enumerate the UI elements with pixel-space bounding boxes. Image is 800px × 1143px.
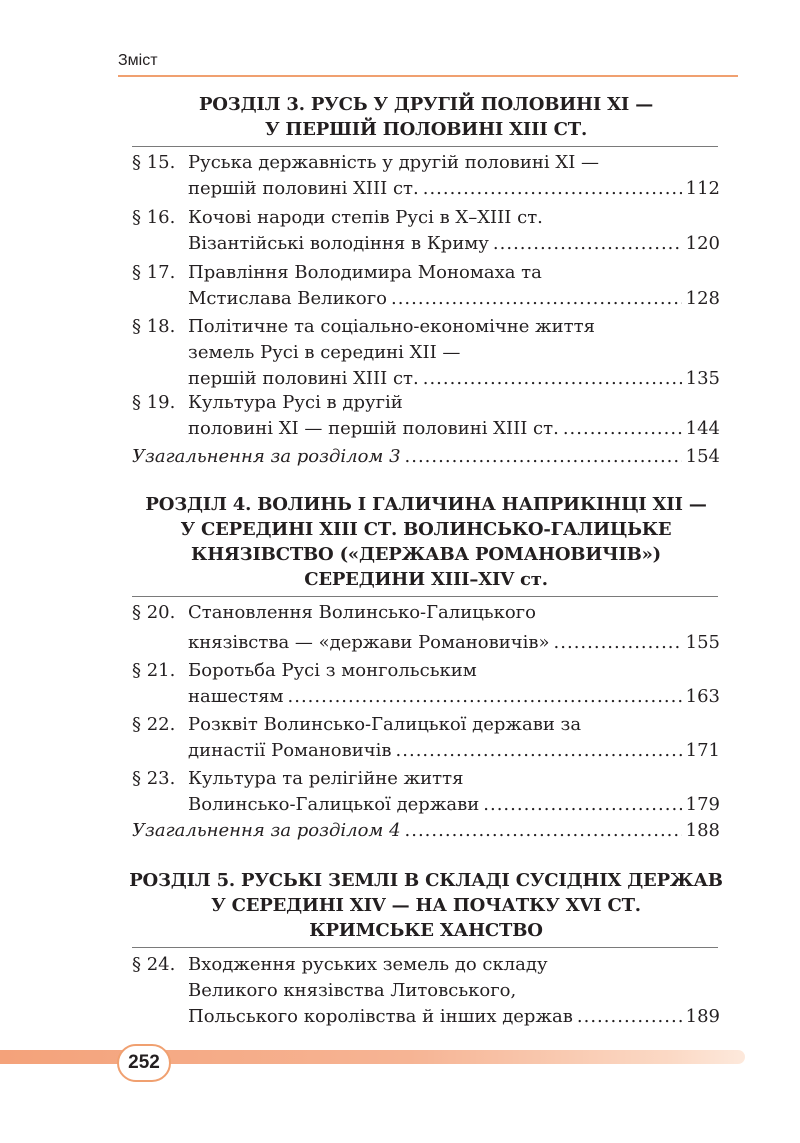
entry-page-number: 189: [685, 1006, 720, 1027]
dot-leader: [405, 444, 682, 470]
entry-page-number: 112: [685, 178, 720, 199]
entry-number: § 18.: [132, 316, 176, 337]
entry-title-line: Правління Володимира Мономаха та: [188, 262, 542, 283]
dot-leader: [423, 366, 682, 392]
dot-leader: [423, 176, 682, 202]
entry-title-line: Великого князівства Литовського,: [188, 980, 517, 1001]
entry-title-line: першій половині XIII ст.: [188, 368, 419, 389]
summary-title: Узагальнення за розділом 3: [132, 446, 401, 467]
toc-entry-23[interactable]: [132, 766, 720, 818]
entry-page-number: 135: [685, 368, 720, 389]
section-divider: [132, 146, 718, 147]
entry-title-line: династії Романовичів: [188, 740, 392, 761]
entry-title-line: Волинсько-Галицької держави: [188, 794, 480, 815]
entry-title-line: князівства — «держави Романовичів»: [188, 632, 550, 653]
entry-page-number: 163: [685, 686, 720, 707]
page-number-badge: [117, 1044, 171, 1082]
entry-title-line: Культура та релігійне життя: [188, 768, 464, 789]
entry-title-line: Культура Русі в другій: [188, 392, 403, 413]
section-divider: [132, 947, 718, 948]
entry-title-line: Політичне та соціально-економічне життя: [188, 316, 595, 337]
entry-page-number: 155: [685, 632, 720, 653]
toc-entry-17[interactable]: [132, 260, 720, 312]
entry-number: § 22.: [132, 714, 176, 735]
dot-leader: [288, 684, 682, 710]
entry-title-line: земель Русі в середині XII —: [188, 342, 461, 363]
header-rule: [118, 75, 738, 77]
toc-entry-24[interactable]: [132, 952, 720, 1030]
entry-number: § 15.: [132, 152, 176, 173]
summary-title: Узагальнення за розділом 4: [132, 820, 401, 841]
entry-title-line: Мстислава Великого: [188, 288, 387, 309]
entry-title-line: Боротьба Русі з монгольським: [188, 660, 477, 681]
entry-number: § 21.: [132, 660, 176, 681]
entry-number: § 24.: [132, 954, 176, 975]
entry-title-line: Становлення Волинсько-Галицького: [188, 602, 536, 623]
dot-leader: [554, 630, 682, 656]
toc-summary-3[interactable]: [132, 444, 720, 470]
dot-leader: [577, 1004, 682, 1030]
page-number: 252: [128, 1052, 160, 1073]
entry-title-line: Польського королівства й інших держав: [188, 1006, 573, 1027]
toc-entry-21[interactable]: [132, 658, 720, 710]
entry-title-line: Кочові народи степів Русі в X–XIII ст.: [188, 207, 543, 228]
entry-number: § 17.: [132, 262, 176, 283]
section-title-line: РОЗДІЛ 3. РУСЬ У ДРУГІЙ ПОЛОВИНІ XI —: [198, 94, 654, 115]
section-title-line: КНЯЗІВСТВО («ДЕРЖАВА РОМАНОВИЧІВ»): [191, 544, 661, 565]
footer-band: [0, 1050, 745, 1064]
toc-entry-15[interactable]: [132, 150, 720, 202]
entry-title-line: половині XI — першій половині XIII ст.: [188, 418, 559, 439]
toc-summary-4[interactable]: [132, 818, 720, 844]
section-title-line: РОЗДІЛ 4. ВОЛИНЬ І ГАЛИЧИНА НАПРИКІНЦІ XII —: [145, 494, 707, 515]
entry-title-line: нашестям: [188, 686, 284, 707]
entry-page-number: 171: [685, 740, 720, 761]
toc-entry-18[interactable]: [132, 314, 720, 392]
toc-entry-20[interactable]: [132, 600, 720, 656]
entry-number: § 20.: [132, 602, 176, 623]
section-title-line: СЕРЕДИНИ XIII–XIV ст.: [304, 569, 548, 590]
entry-title-line: Входження руських земель до складу: [188, 954, 548, 975]
entry-page-number: 120: [685, 233, 720, 254]
section-title-line: У ПЕРШІЙ ПОЛОВИНІ XIII СТ.: [264, 119, 588, 140]
section-title-line: РОЗДІЛ 5. РУСЬКІ ЗЕМЛІ В СКЛАДІ СУСІДНІХ ДЕРЖАВ: [129, 870, 723, 891]
entry-number: § 19.: [132, 392, 176, 413]
section-title-line: КРИМСЬКЕ ХАНСТВО: [309, 920, 543, 941]
toc-entry-16[interactable]: [132, 205, 720, 257]
toc-entry-19[interactable]: [132, 390, 720, 442]
section-title-line: У СЕРЕДИНІ XIV — НА ПОЧАТКУ XVI СТ.: [211, 895, 641, 916]
summary-page-number: 154: [685, 446, 720, 467]
dot-leader: [396, 738, 682, 764]
entry-number: § 23.: [132, 768, 176, 789]
dot-leader: [493, 231, 682, 257]
running-header: Зміст: [118, 52, 158, 69]
dot-leader: [563, 416, 682, 442]
section-5-title: [120, 868, 732, 943]
entry-page-number: 144: [685, 418, 720, 439]
entry-title-line: Розквіт Волинсько-Галицької держави за: [188, 714, 582, 735]
toc-entry-22[interactable]: [132, 712, 720, 764]
summary-page-number: 188: [685, 820, 720, 841]
entry-number: § 16.: [132, 207, 176, 228]
entry-page-number: 179: [685, 794, 720, 815]
section-4-title: [120, 492, 732, 592]
dot-leader: [483, 792, 681, 818]
entry-page-number: 128: [685, 288, 720, 309]
entry-title-line: Візантійські володіння в Криму: [188, 233, 489, 254]
section-divider: [132, 596, 718, 597]
section-3-title: [120, 92, 732, 142]
entry-title-line: першій половині XIII ст.: [188, 178, 419, 199]
section-title-line: У СЕРЕДИНІ XIII СТ. ВОЛИНСЬКО-ГАЛИЦЬКЕ: [180, 519, 672, 540]
dot-leader: [391, 286, 682, 312]
entry-title-line: Руська державність у другій половині XI —: [188, 152, 600, 173]
dot-leader: [405, 818, 682, 844]
